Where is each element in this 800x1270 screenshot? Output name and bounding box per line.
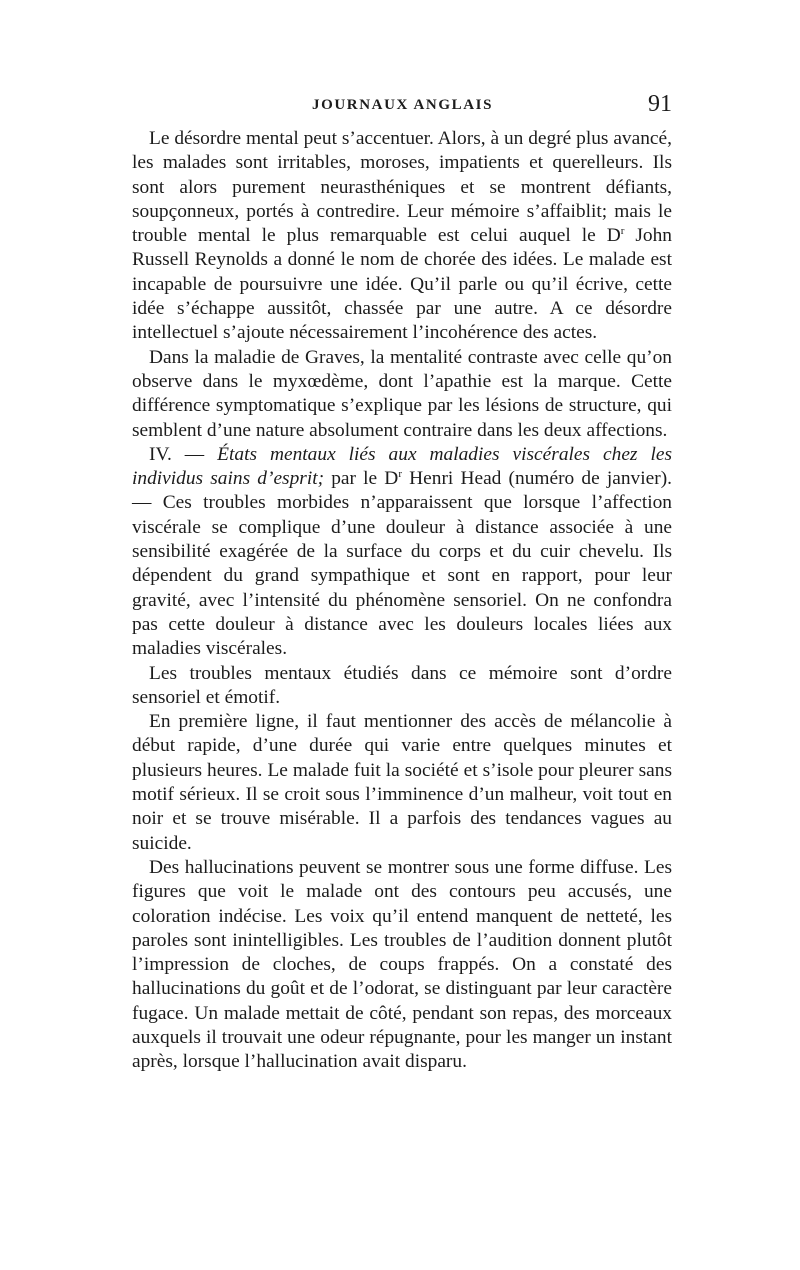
page-number: 91: [648, 91, 672, 117]
running-head: JOURNAUX ANGLAIS: [312, 97, 494, 113]
page-header: [132, 91, 672, 118]
paragraph-2: Dans la maladie de Graves, la mentalité contraste avec celle qu’on observe dans le myxœdème, dont l’apathie est la marque. Cette différence symptomatique s’explique par les lésions de structure, qui semblent d’une nature absolument contraire dans les deux affections.: [132, 346, 672, 441]
paragraph-3: IV. — États mentaux liés aux maladies viscérales chez les individus sains d’esprit; par le $D^r$ Henri Head (numéro de janvier). — Ces troubles morbides n’apparaissent que lorsque l’affection viscérale se complique d’une douleur à distance associée à une sensibilité exagérée de la surface du corps et du cuir chevelu. Ils dépendent du grand sympathique et sont en rapport, pour leur gravité, avec l’intensité du phénomène sensoriel. On ne confondra pas cette douleur à distance avec les douleurs locales liées aux maladies viscérales.: [132, 443, 672, 660]
paragraph-6: Des hallucinations peuvent se montrer sous une forme diffuse. Les figures que voit le malade ont des contours peu accusés, une coloration indécise. Les voix qu’il entend manquent de netteté, les paroles sont inintelligibles. Les troubles de l’audition donnent plutôt l’impression de cloches, de coups frappés. On a constaté des hallucinations du goût et de l’odorat, se distinguant par leur caractère fugace. Un malade mettait de côté, pendant son repas, des morceaux auxquels il trouvait une odeur répugnante, pour les manger un instant après, lorsque l’hallucination avait disparu.: [132, 856, 672, 1073]
paragraph-1: Le désordre mental peut s’accentuer. Alors, à un degré plus avancé, les malades sont irritables, moroses, impatients et querelleurs. Ils sont alors purement neurasthéniques et se montrent défiants, soupçonneux, portés à contredire. Leur mémoire s’affaiblit; mais le trouble mental le plus remarquable est celui auquel le $D^r$ John Russell Reynolds a donné le nom de chorée des idées. Le malade est incapable de poursuivre une idée. Qu’il parle ou qu’il écrive, cette idée s’échappe aussitôt, chassée par une autre. A ce désordre intellectuel s’ajoute nécessairement l’incohérence des actes.: [132, 128, 672, 344]
section-title: États mentaux liés aux maladies viscérales chez les individus sains d’esprit;: [132, 443, 672, 490]
paragraph-5: En première ligne, il faut mentionner des accès de mélancolie à début rapide, d’une durée qui varie entre quelques minutes et plusieurs heures. Le malade fuit la société et s’isole pour pleurer sans motif sérieux. Il se croit sous l’imminence d’un malheur, voit tout en noir et se trouve misérable. Il a parfois des tendances vagues au suicide.: [132, 711, 672, 854]
paragraph-4: Les troubles mentaux étudiés dans ce mémoire sont d’ordre sensoriel et émotif.: [132, 662, 672, 708]
section-label: IV. —: [149, 443, 218, 465]
body-text: [132, 127, 672, 1075]
